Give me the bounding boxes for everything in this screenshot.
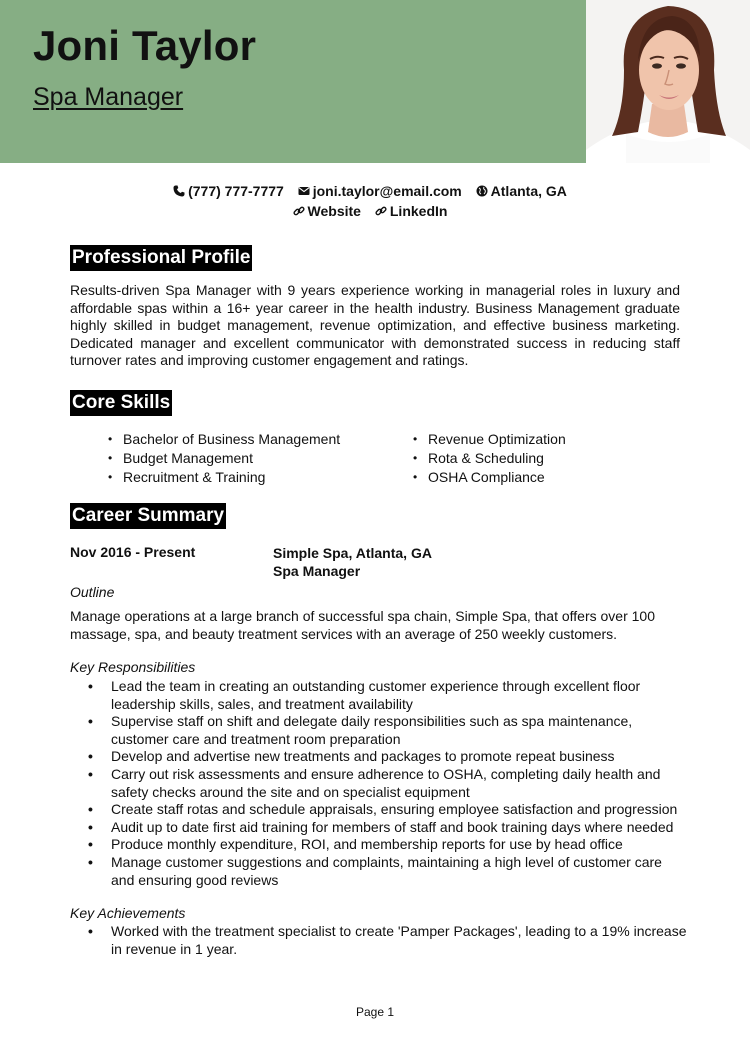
list-item: • Lead the team in creating an outstanding customer experience through excellent floor leadership skills, sales, and treatment availability — [88, 678, 688, 713]
header-banner — [0, 0, 586, 163]
skills-column-right — [413, 430, 566, 487]
list-item: • Manage customer suggestions and complaints, maintaining a high level of customer care and ensuring good reviews — [88, 854, 688, 889]
responsibilities-label: Key Responsibilities — [70, 659, 196, 675]
list-item: • Audit up to date first aid training for members of staff and book training days where needed — [88, 819, 688, 837]
profile-heading: Professional Profile — [70, 245, 252, 271]
email-text: joni.taylor@email.com — [312, 183, 462, 199]
list-item: • Create staff rotas and schedule appraisals, ensuring employee satisfaction and progression — [88, 801, 688, 819]
phone-contact[interactable] — [173, 181, 284, 201]
email-icon — [298, 185, 310, 197]
company-name: Simple Spa, Atlanta, GA — [273, 545, 432, 561]
list-item: • Supervise staff on shift and delegate daily responsibilities such as spa maintenance, customer care and treatment room preparation — [88, 713, 688, 748]
skills-list — [108, 430, 628, 487]
website-text: Website — [307, 203, 361, 219]
skills-column-left — [108, 430, 413, 487]
skill-item: • OSHA Compliance — [413, 468, 566, 487]
page-number: Page 1 — [355, 1005, 395, 1019]
profile-text: Results-driven Spa Manager with 9 years experience working in managerial roles in luxury and affordable spas within a 16+ year career in the health industry. Business Management graduate highly skilled in budget management, revenue optimization, and effective business marketing. Dedicated manager and excellent communicator with demonstrated success in reducing staff turnover rates and improving customer engagement and ratings. — [70, 282, 680, 369]
contact-info — [0, 181, 740, 221]
skill-item: • Recruitment & Training — [108, 468, 413, 487]
skill-item: • Revenue Optimization — [413, 430, 566, 449]
email-contact[interactable] — [298, 181, 462, 201]
location-text: Atlanta, GA — [490, 183, 567, 199]
responsibilities-list — [88, 678, 688, 889]
outline-label: Outline — [70, 584, 115, 600]
outline-text: Manage operations at a large branch of successful spa chain, Simple Spa, that offers over 100 massage, spa, and beauty treatment services with an average of 250 weekly customers. — [70, 608, 655, 642]
profile-photo — [586, 0, 750, 163]
candidate-name: Joni Taylor — [33, 22, 257, 69]
list-item: • Develop and advertise new treatments and packages to promote repeat business — [88, 748, 688, 766]
website-link[interactable] — [293, 201, 361, 221]
achievements-list — [88, 923, 688, 958]
skill-item: • Rota & Scheduling — [413, 449, 566, 468]
list-item: • Carry out risk assessments and ensure adherence to OSHA, completing daily health and safety checks around the site and on specialist equipment — [88, 766, 688, 801]
list-item: • Produce monthly expenditure, ROI, and membership reports for use by head office — [88, 836, 688, 854]
phone-icon — [173, 185, 185, 197]
job-role: Spa Manager — [273, 563, 361, 579]
link-icon — [375, 205, 387, 217]
phone-text: (777) 777-7777 — [188, 183, 284, 199]
linkedin-link[interactable] — [375, 201, 448, 221]
link-icon — [293, 205, 305, 217]
globe-icon — [476, 185, 488, 197]
achievements-label: Key Achievements — [70, 905, 186, 921]
linkedin-text: LinkedIn — [389, 203, 448, 219]
skill-item: • Bachelor of Business Management — [108, 430, 413, 449]
job-date: Nov 2016 - Present — [70, 544, 196, 560]
location-contact — [476, 181, 567, 201]
job-title: Spa Manager — [33, 83, 184, 111]
skill-item: • Budget Management — [108, 449, 413, 468]
skills-heading: Core Skills — [70, 390, 172, 416]
list-item: • Worked with the treatment specialist to create 'Pamper Packages', leading to a 19% increase in revenue in 1 year. — [88, 923, 688, 958]
job-employer — [273, 544, 432, 580]
career-heading: Career Summary — [70, 503, 226, 529]
